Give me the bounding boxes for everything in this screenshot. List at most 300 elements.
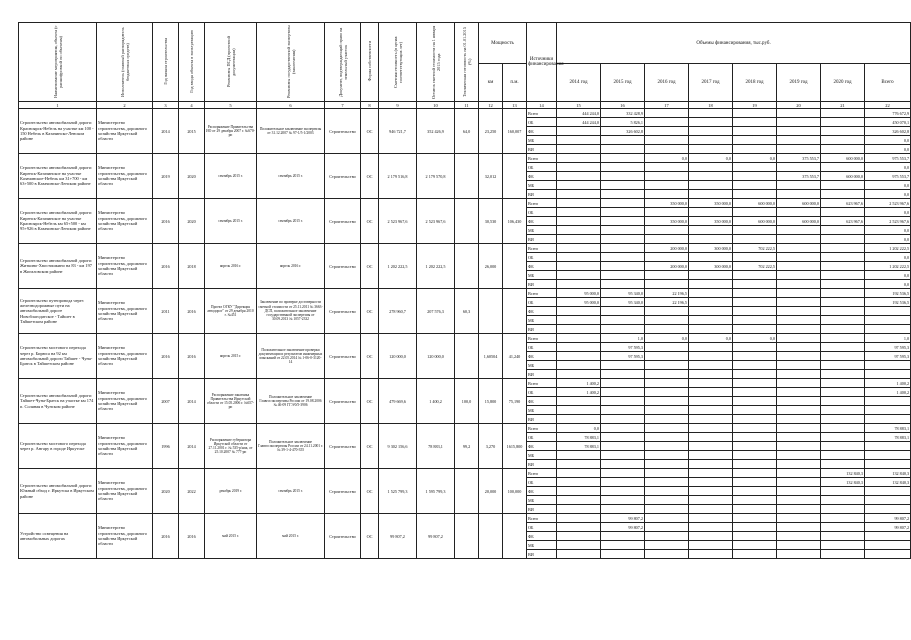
funding-source: ОБ bbox=[527, 253, 557, 262]
funding-source: ОБ bbox=[527, 523, 557, 532]
year-value bbox=[689, 424, 733, 433]
object-name: Строительство автомобильной дороги Красноярск-Небель на участке км 100 - 150 Небель в Казачинско-Ленском районе bbox=[19, 109, 97, 154]
year-value bbox=[821, 388, 865, 397]
object-name: Строительство автомобильной дороги Киренск-Казачинское на участке Красноярск-Небель км 65+500 - км 95+926 в Казачинско-Ленском районе bbox=[19, 199, 97, 244]
end-year: 2018 bbox=[179, 244, 205, 289]
column-number: 8 bbox=[361, 102, 379, 109]
year-value bbox=[733, 496, 777, 505]
year-value: 78 883,1 bbox=[557, 433, 601, 442]
year-value bbox=[645, 505, 689, 514]
year-value bbox=[689, 109, 733, 118]
remaining-cost: 1 202 222,5 bbox=[417, 244, 455, 289]
header-cost: Сметная стоимость (в ценах соответствующих лет) bbox=[379, 23, 417, 102]
year-value bbox=[645, 397, 689, 406]
funding-source: Всего bbox=[527, 424, 557, 433]
year-value bbox=[601, 469, 645, 478]
capacity-km: 23,250 bbox=[479, 109, 503, 154]
year-value bbox=[821, 163, 865, 172]
year-value bbox=[821, 487, 865, 496]
expertise-details: май 2015 г. bbox=[257, 514, 325, 559]
year-value bbox=[821, 289, 865, 298]
year-value bbox=[733, 343, 777, 352]
year-value: 99 807,2 bbox=[601, 523, 645, 532]
year-value bbox=[733, 487, 777, 496]
year-value bbox=[821, 136, 865, 145]
year-value bbox=[557, 532, 601, 541]
funding-source: ВИ bbox=[527, 505, 557, 514]
year-value bbox=[601, 442, 645, 451]
year-value bbox=[557, 271, 601, 280]
expertise-details: сентябрь 2015 г. bbox=[257, 154, 325, 199]
total-value: 0,0 bbox=[865, 226, 911, 235]
year-value bbox=[689, 541, 733, 550]
table-row bbox=[19, 289, 911, 298]
land-document: Строительство bbox=[325, 199, 361, 244]
year-value bbox=[689, 118, 733, 127]
year-value: 375 553,7 bbox=[777, 172, 821, 181]
funding-source: ФБ bbox=[527, 127, 557, 136]
year-value bbox=[689, 127, 733, 136]
year-value bbox=[821, 442, 865, 451]
year-value bbox=[689, 298, 733, 307]
year-value: 0,0 bbox=[733, 334, 777, 343]
year-value bbox=[733, 370, 777, 379]
year-value bbox=[689, 415, 733, 424]
capacity-pm: 100,000 bbox=[503, 469, 527, 514]
total-value bbox=[865, 406, 911, 415]
total-value: 192 536,5 bbox=[865, 289, 911, 298]
ownership-form: ОС bbox=[361, 379, 379, 424]
capacity-km: 3,270 bbox=[479, 424, 503, 469]
year-value bbox=[601, 190, 645, 199]
year-value bbox=[777, 136, 821, 145]
year-value bbox=[733, 523, 777, 532]
expertise-details: сентябрь 2015 г. bbox=[257, 199, 325, 244]
year-value bbox=[557, 280, 601, 289]
table-row bbox=[19, 514, 911, 523]
year-value bbox=[557, 406, 601, 415]
year-value bbox=[601, 379, 645, 388]
year-value bbox=[557, 235, 601, 244]
object-name: Строительство путепровода через железнодорожные пути на автомобильной дороге Новоблагодатское - Тайшет в Тайшетском районе bbox=[19, 289, 97, 334]
capacity-pm: 106,430 bbox=[503, 199, 527, 244]
year-value bbox=[689, 145, 733, 154]
total-value bbox=[865, 496, 911, 505]
year-value bbox=[689, 226, 733, 235]
year-value bbox=[645, 235, 689, 244]
estimated-cost: 1 202 222,5 bbox=[379, 244, 417, 289]
year-value bbox=[733, 136, 777, 145]
year-value bbox=[821, 307, 865, 316]
year-value bbox=[821, 235, 865, 244]
capacity-pm: 75,190 bbox=[503, 379, 527, 424]
header-start-year: Год начала строительства bbox=[153, 23, 179, 102]
readiness bbox=[455, 514, 479, 559]
year-value bbox=[645, 343, 689, 352]
funding-source: Всего bbox=[527, 199, 557, 208]
land-document: Строительство bbox=[325, 514, 361, 559]
executor: Министерство строительства, дорожного хозяйства Иркутской области bbox=[97, 334, 153, 379]
total-value: 132 840,3 bbox=[865, 469, 911, 478]
end-year: 2016 bbox=[179, 334, 205, 379]
column-number: 3 bbox=[153, 102, 179, 109]
year-value bbox=[601, 217, 645, 226]
capacity-km bbox=[479, 289, 503, 334]
funding-source: ОБ bbox=[527, 118, 557, 127]
year-value bbox=[601, 262, 645, 271]
year-value bbox=[777, 424, 821, 433]
end-year: 2022 bbox=[179, 469, 205, 514]
year-value bbox=[557, 550, 601, 559]
year-value bbox=[645, 361, 689, 370]
year-value bbox=[733, 352, 777, 361]
estimated-cost: 99 807,2 bbox=[379, 514, 417, 559]
year-value bbox=[821, 343, 865, 352]
capacity-pm bbox=[503, 244, 527, 289]
year-value bbox=[733, 379, 777, 388]
year-value bbox=[645, 496, 689, 505]
start-year: 2007 bbox=[153, 379, 179, 424]
year-value bbox=[733, 541, 777, 550]
year-value bbox=[777, 388, 821, 397]
year-value bbox=[689, 550, 733, 559]
total-value bbox=[865, 487, 911, 496]
funding-source: ВИ bbox=[527, 235, 557, 244]
expertise-details: Заключение по проверке достоверности сметной стоимости от 25.11.2011 № 3663-ДСП, положительное заключение государственной экспертизы от 30.09.2013 № 1057-2332 bbox=[257, 289, 325, 334]
readiness: 99,2 bbox=[455, 424, 479, 469]
total-value bbox=[865, 460, 911, 469]
end-year: 2014 bbox=[179, 379, 205, 424]
year-value bbox=[821, 109, 865, 118]
year-value: 332 428,9 bbox=[601, 109, 645, 118]
funding-table bbox=[18, 22, 911, 559]
column-number: 11 bbox=[455, 102, 479, 109]
year-value bbox=[601, 307, 645, 316]
year-value bbox=[557, 334, 601, 343]
funding-source: ФБ bbox=[527, 172, 557, 181]
year-value: 702 222,5 bbox=[733, 244, 777, 253]
year-value bbox=[601, 433, 645, 442]
psd-details: май 2015 г. bbox=[205, 514, 257, 559]
year-value bbox=[777, 532, 821, 541]
start-year: 2016 bbox=[153, 199, 179, 244]
expertise-details: сентябрь 2015 г. bbox=[257, 469, 325, 514]
year-value bbox=[557, 145, 601, 154]
total-value: 0,0 bbox=[865, 181, 911, 190]
year-value bbox=[601, 136, 645, 145]
funding-source: МБ bbox=[527, 271, 557, 280]
year-value bbox=[821, 451, 865, 460]
column-number: 17 bbox=[645, 102, 689, 109]
executor: Министерство строительства, дорожного хозяйства Иркутской области bbox=[97, 424, 153, 469]
year-value bbox=[733, 469, 777, 478]
end-year: 2020 bbox=[179, 199, 205, 244]
year-value bbox=[777, 127, 821, 136]
year-value bbox=[733, 298, 777, 307]
year-value: 600 000,0 bbox=[821, 154, 865, 163]
year-value bbox=[557, 262, 601, 271]
year-value bbox=[777, 523, 821, 532]
year-value bbox=[821, 433, 865, 442]
remaining-cost: 1 400,2 bbox=[417, 379, 455, 424]
psd-details: апрель 2016 г. bbox=[205, 244, 257, 289]
year-value bbox=[601, 406, 645, 415]
total-value bbox=[865, 451, 911, 460]
funding-source: ВИ bbox=[527, 415, 557, 424]
executor: Министерство строительства, дорожного хозяйства Иркутской области bbox=[97, 289, 153, 334]
year-value bbox=[733, 190, 777, 199]
funding-source: МБ bbox=[527, 496, 557, 505]
total-value bbox=[865, 307, 911, 316]
total-value: 97 595,3 bbox=[865, 343, 911, 352]
year-value bbox=[601, 280, 645, 289]
year-value bbox=[645, 316, 689, 325]
year-value bbox=[557, 136, 601, 145]
year-value bbox=[733, 127, 777, 136]
capacity-km: 20,000 bbox=[479, 469, 503, 514]
total-value: 0,0 bbox=[865, 136, 911, 145]
year-value bbox=[601, 361, 645, 370]
year-value bbox=[601, 325, 645, 334]
column-number: 5 bbox=[205, 102, 257, 109]
column-number: 18 bbox=[689, 102, 733, 109]
object-name: Строительство мостового перехода через р. Ангару в городе Иркутске bbox=[19, 424, 97, 469]
year-value bbox=[557, 154, 601, 163]
year-value bbox=[645, 253, 689, 262]
year-value: 1,0 bbox=[601, 334, 645, 343]
year-value bbox=[645, 172, 689, 181]
table-row bbox=[19, 199, 911, 208]
year-value bbox=[689, 460, 733, 469]
year-value bbox=[821, 145, 865, 154]
year-value bbox=[777, 109, 821, 118]
capacity-pm bbox=[503, 289, 527, 334]
start-year: 2016 bbox=[153, 334, 179, 379]
psd-details: Проект ОГКУ "Дирекция автодорог" от 29 декабря 2010 г. №451 bbox=[205, 289, 257, 334]
column-number: 22 bbox=[865, 102, 911, 109]
funding-source: Всего bbox=[527, 289, 557, 298]
remaining-cost: 120 000,0 bbox=[417, 334, 455, 379]
year-value bbox=[689, 343, 733, 352]
year-value bbox=[733, 442, 777, 451]
table-row bbox=[19, 109, 911, 118]
funding-source: ОБ bbox=[527, 298, 557, 307]
year-value bbox=[557, 469, 601, 478]
year-value bbox=[557, 226, 601, 235]
year-value bbox=[777, 163, 821, 172]
column-number: 7 bbox=[325, 102, 361, 109]
year-value bbox=[777, 505, 821, 514]
year-value: 97 595,3 bbox=[601, 343, 645, 352]
psd-details: декабрь 2019 г. bbox=[205, 469, 257, 514]
year-value bbox=[557, 253, 601, 262]
year-value bbox=[777, 190, 821, 199]
year-value bbox=[557, 505, 601, 514]
year-value bbox=[821, 334, 865, 343]
year-value: 5 826,1 bbox=[601, 118, 645, 127]
year-value bbox=[821, 379, 865, 388]
column-number: 20 bbox=[777, 102, 821, 109]
year-value bbox=[645, 352, 689, 361]
funding-source: Всего bbox=[527, 469, 557, 478]
header-ownership: Форма собственности bbox=[361, 23, 379, 102]
year-value: 444 244,0 bbox=[557, 109, 601, 118]
header-year-2017: 2017 год bbox=[689, 64, 733, 102]
table-row bbox=[19, 469, 911, 478]
land-document: Строительство bbox=[325, 379, 361, 424]
year-value bbox=[601, 388, 645, 397]
year-value bbox=[557, 172, 601, 181]
table-header bbox=[19, 23, 911, 109]
year-value bbox=[777, 379, 821, 388]
psd-details: апрель 2015 г. bbox=[205, 334, 257, 379]
start-year: 2011 bbox=[153, 289, 179, 334]
capacity-km: 30,530 bbox=[479, 199, 503, 244]
header-pm: п.м. bbox=[503, 64, 527, 102]
remaining-cost: 78 883,1 bbox=[417, 424, 455, 469]
funding-source: МБ bbox=[527, 451, 557, 460]
total-value bbox=[865, 370, 911, 379]
year-value bbox=[645, 442, 689, 451]
year-value bbox=[645, 280, 689, 289]
year-value bbox=[689, 406, 733, 415]
total-value: 0,0 bbox=[865, 145, 911, 154]
year-value bbox=[821, 523, 865, 532]
year-value bbox=[777, 442, 821, 451]
total-value: 132 840,3 bbox=[865, 478, 911, 487]
start-year: 2016 bbox=[153, 244, 179, 289]
remaining-cost: 207 576,3 bbox=[417, 289, 455, 334]
expertise-details: Положительное заключение проверки документации и результатов инженерных изысканий от 22.05.2014 № 1-06-0-3120-14 bbox=[257, 334, 325, 379]
document-sheet bbox=[18, 22, 910, 610]
year-value: 132 840,3 bbox=[821, 469, 865, 478]
year-value bbox=[777, 307, 821, 316]
year-value: 78 883,1 bbox=[557, 442, 601, 451]
funding-source: Всего bbox=[527, 379, 557, 388]
year-value bbox=[777, 433, 821, 442]
estimated-cost: 479 669,6 bbox=[379, 379, 417, 424]
year-value bbox=[821, 280, 865, 289]
header-executor: Исполнитель (главный распорядитель бюджетных средств) bbox=[97, 23, 153, 102]
year-value: 200 000,0 bbox=[645, 262, 689, 271]
year-value bbox=[689, 271, 733, 280]
year-value bbox=[821, 190, 865, 199]
year-value bbox=[645, 487, 689, 496]
funding-source: Всего bbox=[527, 154, 557, 163]
remaining-cost: 99 807,2 bbox=[417, 514, 455, 559]
year-value bbox=[821, 352, 865, 361]
year-value bbox=[689, 487, 733, 496]
year-value bbox=[645, 190, 689, 199]
year-value bbox=[821, 253, 865, 262]
year-value bbox=[645, 370, 689, 379]
total-value: 975 553,7 bbox=[865, 172, 911, 181]
funding-source: МБ bbox=[527, 541, 557, 550]
total-value: 1 400,2 bbox=[865, 379, 911, 388]
year-value bbox=[821, 550, 865, 559]
year-value bbox=[689, 433, 733, 442]
header-end-year: Год ввода объекта в эксплуатацию bbox=[179, 23, 205, 102]
funding-source: ФБ bbox=[527, 262, 557, 271]
year-value bbox=[733, 433, 777, 442]
start-year: 2019 bbox=[153, 154, 179, 199]
year-value bbox=[777, 478, 821, 487]
column-number: 19 bbox=[733, 102, 777, 109]
object-name: Строительство автомобильной дороги Киренск-Казачинское на участке Казачинское-Небель км 31+700 - км 63+500 в Казачинско-Ленском районе bbox=[19, 154, 97, 199]
year-value bbox=[777, 280, 821, 289]
year-value bbox=[777, 298, 821, 307]
year-value bbox=[689, 469, 733, 478]
capacity-pm: 160,007 bbox=[503, 109, 527, 154]
year-value bbox=[689, 136, 733, 145]
header-name: Наименование мероприятия, объекта (с расшифровкой по объектам) bbox=[19, 23, 97, 102]
column-number: 12 bbox=[479, 102, 503, 109]
total-value bbox=[865, 541, 911, 550]
readiness bbox=[455, 154, 479, 199]
object-name: Строительство автомобильной дороги Южный обход г. Иркутска в Иркутском районе bbox=[19, 469, 97, 514]
year-value bbox=[645, 127, 689, 136]
capacity-km bbox=[479, 514, 503, 559]
column-number: 14 bbox=[527, 102, 557, 109]
total-value: 0,0 bbox=[865, 271, 911, 280]
readiness: 100,0 bbox=[455, 379, 479, 424]
capacity-km: 1,60504 bbox=[479, 334, 503, 379]
year-value bbox=[645, 118, 689, 127]
year-value bbox=[777, 361, 821, 370]
year-value: 95 000,0 bbox=[557, 298, 601, 307]
header-readiness: Техническая готовность на 01.01.2015 (%) bbox=[455, 23, 479, 102]
year-value bbox=[601, 145, 645, 154]
readiness: 64,0 bbox=[455, 109, 479, 154]
year-value: 0,0 bbox=[689, 334, 733, 343]
year-value bbox=[821, 325, 865, 334]
header-year-2020: 2020 год bbox=[821, 64, 865, 102]
year-value bbox=[733, 145, 777, 154]
year-value bbox=[733, 208, 777, 217]
year-value bbox=[601, 478, 645, 487]
year-value bbox=[777, 334, 821, 343]
year-value bbox=[689, 370, 733, 379]
funding-source: МБ bbox=[527, 316, 557, 325]
year-value bbox=[601, 370, 645, 379]
capacity-pm: 1615,800 bbox=[503, 424, 527, 469]
header-land: Документ, подтверждающий право на земельный участок bbox=[325, 23, 361, 102]
year-value bbox=[777, 541, 821, 550]
column-number: 2 bbox=[97, 102, 153, 109]
header-year-2019: 2019 год bbox=[777, 64, 821, 102]
header-psd: Реквизиты ПСД (проектной документации) bbox=[205, 23, 257, 102]
total-value: 0,0 bbox=[865, 163, 911, 172]
funding-source: ФБ bbox=[527, 532, 557, 541]
year-value bbox=[557, 451, 601, 460]
funding-source: ФБ bbox=[527, 217, 557, 226]
total-value: 2 523 967,6 bbox=[865, 217, 911, 226]
expertise-details: Положительное заключение Главгосэкспертизы России от 19.08.2006 № 46-09 ГГЭ/0/5-3906 bbox=[257, 379, 325, 424]
year-value bbox=[777, 226, 821, 235]
column-number: 4 bbox=[179, 102, 205, 109]
year-value bbox=[777, 460, 821, 469]
year-value: 623 967,6 bbox=[821, 217, 865, 226]
year-value bbox=[601, 253, 645, 262]
year-value bbox=[645, 406, 689, 415]
year-value bbox=[821, 127, 865, 136]
year-value bbox=[645, 415, 689, 424]
year-value bbox=[645, 271, 689, 280]
year-value bbox=[557, 496, 601, 505]
year-value bbox=[601, 316, 645, 325]
funding-source: ФБ bbox=[527, 442, 557, 451]
funding-source: ФБ bbox=[527, 487, 557, 496]
